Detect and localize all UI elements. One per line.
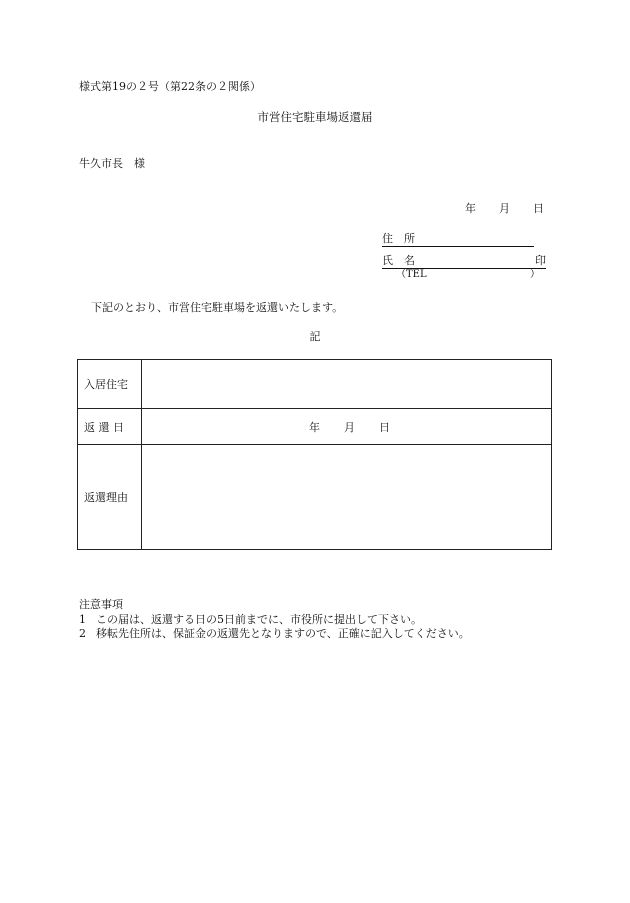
document-title: 市営住宅駐車場返還届	[257, 110, 373, 124]
applicant-address-field[interactable]	[382, 233, 534, 247]
note-number: 2	[79, 627, 86, 640]
intro-text: 下記のとおり、市営住宅駐車場を返還いたします。	[91, 301, 344, 314]
note-item	[79, 614, 422, 625]
residence-input-cell[interactable]	[142, 360, 552, 409]
reason-label: 返還理由	[78, 445, 142, 550]
name-label: 氏 名	[382, 254, 415, 267]
return-date-month: 月	[344, 420, 355, 434]
residence-label: 入居住宅	[78, 360, 142, 409]
table-row	[78, 445, 552, 550]
note-item	[79, 628, 470, 639]
return-details-table	[77, 359, 552, 550]
reason-input-cell[interactable]	[142, 445, 552, 550]
return-date-label: 返 還 日	[78, 409, 142, 445]
applicant-tel-field[interactable]	[396, 270, 540, 280]
address-label: 住 所	[382, 232, 415, 245]
table-row	[78, 409, 552, 445]
addressee: 牛久市長 様	[79, 157, 145, 170]
date-day-label: 日	[533, 202, 544, 215]
tel-close-paren: ）	[530, 269, 540, 280]
applicant-name-field[interactable]	[382, 255, 546, 269]
return-date-input-cell[interactable]	[142, 409, 552, 445]
date-month-label: 月	[499, 202, 510, 215]
date-year-label: 年	[465, 202, 476, 215]
note-text: この届は、返還する日の5日前までに、市役所に提出して下さい。	[96, 613, 422, 626]
seal-mark: 印	[535, 254, 546, 267]
tel-open-label: （TEL	[396, 269, 427, 280]
note-number: 1	[79, 613, 86, 626]
return-date-year: 年	[309, 420, 320, 434]
form-number: 様式第19の２号（第22条の２関係）	[79, 80, 261, 93]
notes-title: 注意事項	[79, 598, 123, 611]
return-date-day: 日	[379, 420, 390, 434]
table-row	[78, 360, 552, 409]
note-text: 移転先住所は、保証金の返還先となりますので、正確に記入してください。	[96, 627, 470, 640]
submission-date-line	[465, 203, 544, 214]
ki-heading: 記	[309, 330, 321, 343]
